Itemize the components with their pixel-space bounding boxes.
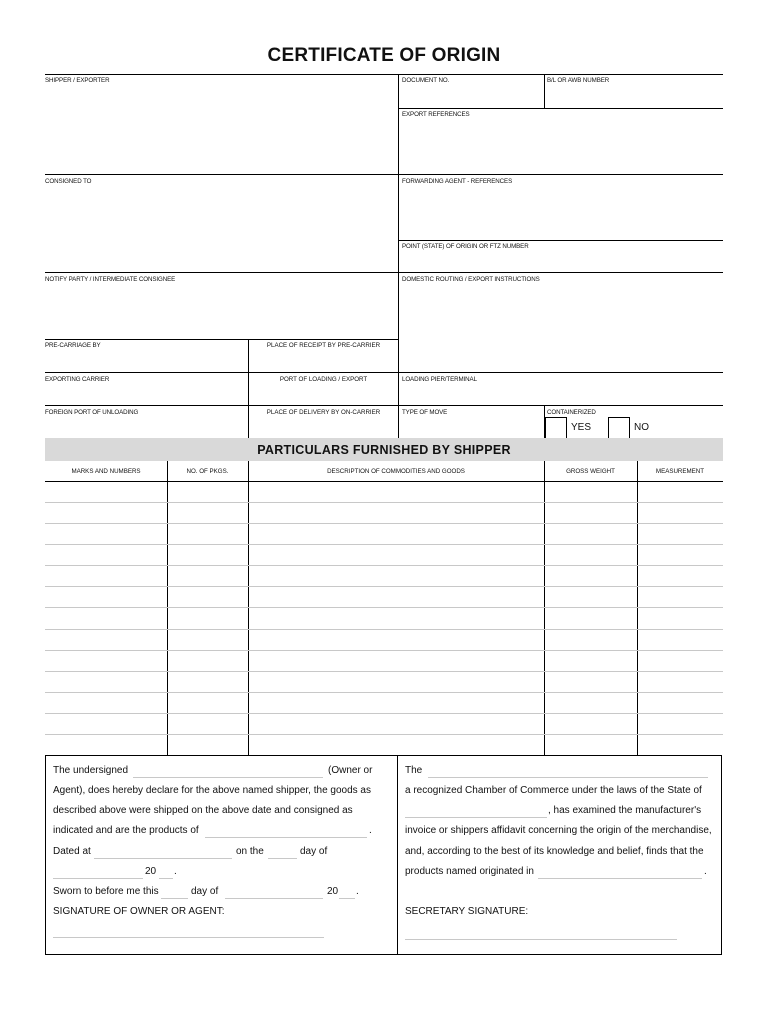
declaration-divider xyxy=(397,755,398,955)
secretary-signature-line[interactable] xyxy=(405,939,677,940)
decl-line2: Agent), does hereby declare for the above named shipper, the goods as xyxy=(53,785,371,796)
decl-owner-or: (Owner or xyxy=(328,765,373,776)
label-point-origin: POINT (STATE) OF ORIGIN OR FTZ NUMBER xyxy=(402,243,529,250)
decl-sig-owner: SIGNATURE OF OWNER OR AGENT: xyxy=(53,906,225,917)
col-measurement: MEASUREMENT xyxy=(655,468,705,475)
decl-day-line[interactable] xyxy=(268,858,297,859)
chamber-origin-line[interactable] xyxy=(538,878,702,879)
yes-label: YES xyxy=(571,422,592,433)
label-forwarding-agent: FORWARDING AGENT - REFERENCES xyxy=(402,178,513,185)
decl-sworn: Sworn to before me this xyxy=(53,886,159,897)
bl-awb-field[interactable] xyxy=(545,86,722,107)
decl-undersigned: The undersigned xyxy=(53,765,129,776)
decl-sworn-20: 20 xyxy=(327,886,339,897)
col-description: DESCRIPTION OF COMMODITIES AND GOODS xyxy=(327,468,465,475)
table-row[interactable] xyxy=(45,693,723,713)
no-label: NO xyxy=(634,422,649,433)
table-row[interactable] xyxy=(45,566,723,586)
type-move-field[interactable] xyxy=(399,418,543,437)
table-row[interactable] xyxy=(45,735,723,755)
table-row[interactable] xyxy=(45,630,723,650)
exporting-carrier-field[interactable] xyxy=(46,385,247,404)
table-row[interactable] xyxy=(45,545,723,565)
pre-carriage-field[interactable] xyxy=(46,351,247,371)
table-row[interactable] xyxy=(45,672,723,692)
no-checkbox[interactable] xyxy=(608,417,630,439)
label-export-refs: EXPORT REFERENCES xyxy=(402,111,470,118)
decl-month-line[interactable] xyxy=(53,878,143,879)
top-border xyxy=(45,74,723,75)
decl-sworn-year-line[interactable] xyxy=(339,898,355,899)
place-delivery-field[interactable] xyxy=(249,418,397,437)
chamber-line2: a recognized Chamber of Commerce under the laws of the State of xyxy=(405,785,702,796)
label-exporting-carrier: EXPORTING CARRIER xyxy=(45,376,110,383)
decl-year-line[interactable] xyxy=(159,878,173,879)
decl-period-3: . xyxy=(356,886,359,897)
decl-on-the: on the xyxy=(236,846,264,857)
decl-line4: indicated and are the products of xyxy=(53,825,199,836)
line-point-origin xyxy=(398,240,723,241)
line-export-refs xyxy=(398,108,723,109)
label-type-move: TYPE OF MOVE xyxy=(402,409,448,416)
decl-sworn-day-line[interactable] xyxy=(161,898,188,899)
chamber-the: The xyxy=(405,765,423,776)
label-bl-awb: B/L OR AWB NUMBER xyxy=(547,77,610,84)
decl-sworn-month-line[interactable] xyxy=(225,898,323,899)
label-notify-party: NOTIFY PARTY / INTERMEDIATE CONSIGNEE xyxy=(45,276,176,283)
label-document-no: DOCUMENT NO. xyxy=(402,77,450,84)
chamber-examined: , has examined the manufacturer's xyxy=(548,805,702,816)
col-gross-weight: GROSS WEIGHT xyxy=(566,468,615,475)
table-row[interactable] xyxy=(45,651,723,671)
decl-line3: described above were shipped on the above date and consigned as xyxy=(53,805,353,816)
label-foreign-port: FOREIGN PORT OF UNLOADING xyxy=(45,409,139,416)
decl-dated-line[interactable] xyxy=(94,858,232,859)
decl-undersigned-line[interactable] xyxy=(133,777,323,778)
table-row[interactable] xyxy=(45,524,723,544)
col-marks: MARKS AND NUMBERS xyxy=(71,468,141,475)
port-loading-field[interactable] xyxy=(249,385,397,404)
chamber-period: . xyxy=(704,866,707,877)
place-receipt-field[interactable] xyxy=(249,351,397,371)
notify-party-field[interactable] xyxy=(46,285,396,338)
label-containerized: CONTAINERIZED xyxy=(547,409,596,416)
line-notify xyxy=(45,272,723,273)
table-row[interactable] xyxy=(45,587,723,607)
yes-checkbox[interactable] xyxy=(545,417,567,439)
col-pkgs: NO. OF PKGS. xyxy=(186,468,229,475)
shipper-field[interactable] xyxy=(46,86,396,172)
chamber-state-line[interactable] xyxy=(405,817,547,818)
label-loading-pier: LOADING PIER/TERMINAL xyxy=(402,376,477,383)
table-row[interactable] xyxy=(45,482,723,502)
table-row[interactable] xyxy=(45,608,723,628)
document-no-field[interactable] xyxy=(399,86,543,107)
chamber-sig-secretary: SECRETARY SIGNATURE: xyxy=(405,906,529,917)
particulars-title: PARTICULARS FURNISHED BY SHIPPER xyxy=(257,443,511,457)
decl-twenty: 20 xyxy=(145,866,157,877)
line-consigned xyxy=(45,174,723,175)
domestic-routing-field[interactable] xyxy=(399,285,722,371)
forwarding-agent-field[interactable] xyxy=(399,187,722,239)
label-pre-carriage: PRE-CARRIAGE BY xyxy=(45,342,101,349)
decl-sworn-day-of: day of xyxy=(191,886,219,897)
point-origin-field[interactable] xyxy=(399,252,722,271)
line-exporting xyxy=(45,372,723,373)
loading-pier-field[interactable] xyxy=(399,385,722,404)
owner-signature-line[interactable] xyxy=(53,937,324,938)
label-port-loading: PORT OF LOADING / EXPORT xyxy=(279,376,368,383)
label-place-receipt: PLACE OF RECEIPT BY PRE-CARRIER xyxy=(266,342,381,349)
decl-period-2: . xyxy=(174,866,177,877)
decl-products-line[interactable] xyxy=(205,837,367,838)
chamber-line4: invoice or shippers affidavit concerning the origin of the merchandise, xyxy=(405,825,712,836)
line-precarriage xyxy=(45,339,398,340)
chamber-line5: and, according to the best of its knowledge and belief, finds that the xyxy=(405,846,704,857)
document-title: CERTIFICATE OF ORIGIN xyxy=(267,45,501,66)
decl-dated-at: Dated at xyxy=(53,846,91,857)
label-place-delivery: PLACE OF DELIVERY BY ON-CARRIER xyxy=(266,409,381,416)
foreign-port-field[interactable] xyxy=(46,418,247,437)
decl-day-of: day of xyxy=(300,846,328,857)
consigned-to-field[interactable] xyxy=(46,187,396,271)
label-domestic-routing: DOMESTIC ROUTING / EXPORT INSTRUCTIONS xyxy=(402,276,540,283)
table-row[interactable] xyxy=(45,503,723,523)
label-consigned-to: CONSIGNED TO xyxy=(45,178,92,185)
decl-period: . xyxy=(369,825,372,836)
table-row[interactable] xyxy=(45,714,723,734)
export-refs-field[interactable] xyxy=(399,120,722,173)
label-shipper: SHIPPER / EXPORTER xyxy=(45,77,110,84)
line-foreign-port xyxy=(45,405,723,406)
chamber-name-line[interactable] xyxy=(428,777,708,778)
chamber-line6: products named originated in xyxy=(405,866,534,877)
